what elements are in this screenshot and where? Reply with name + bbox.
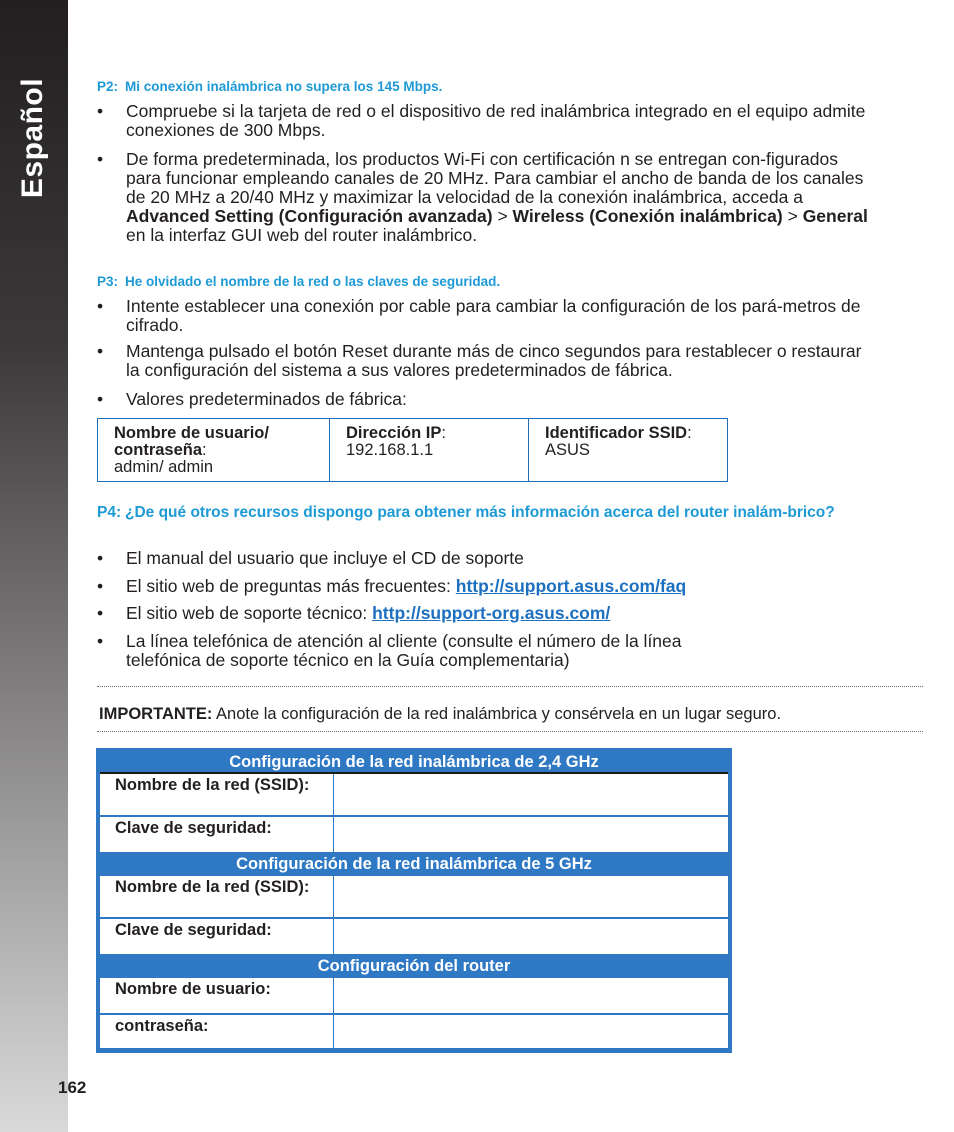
list-item: • Mantenga pulsado el botón Reset durante más de cinco segundos para restablecer o restaurar la configuración del sistema a sus valores predeterminados de fábrica. xyxy=(97,341,862,380)
ssid-5ghz-label: Nombre de la red (SSID): xyxy=(100,876,334,917)
factory-defaults-table xyxy=(97,418,728,482)
default-username-cell: Nombre de usuario/ contraseña: admin/ admin xyxy=(98,419,330,481)
network-settings-form xyxy=(96,748,732,1053)
key-5ghz-field[interactable] xyxy=(334,919,728,954)
list-item: • El sitio web de soporte técnico: http://support-org.asus.com/ xyxy=(97,603,611,623)
router-user-row xyxy=(100,976,728,1013)
ssid-5ghz-row xyxy=(100,874,728,917)
divider xyxy=(97,686,923,687)
divider xyxy=(97,731,923,732)
language-label: Español xyxy=(16,77,50,199)
list-item: • De forma predeterminada, los productos Wi-Fi con certificación n se entregan con-figurados para funcionar empleando canales de 20 MHz. Para cambiar el ancho de banda de los canales de 20 MHz a 20/40 MHz y maximizar la velocidad de la conexión inalámbrica, acceda a Advanced Setting (Configuración avanzada) > Wireless (Conexión inalámbrica) > General en la interfaz GUI web del router inalámbrico. xyxy=(97,149,868,245)
key-5ghz-label: Clave de seguridad: xyxy=(100,919,334,954)
important-label: IMPORTANTE: xyxy=(99,705,213,723)
ssid-24ghz-label: Nombre de la red (SSID): xyxy=(100,774,334,815)
list-item: • El sitio web de preguntas más frecuentes: http://support.asus.com/faq xyxy=(97,576,687,596)
router-user-field[interactable] xyxy=(334,978,728,1013)
section-24ghz-title: Configuración de la red inalámbrica de 2,4 GHz xyxy=(229,753,599,771)
list-item: • El manual del usuario que incluye el CD de soporte xyxy=(97,548,524,568)
ssid-5ghz-field[interactable] xyxy=(334,876,728,917)
key-24ghz-field[interactable] xyxy=(334,817,728,852)
section-5ghz-title: Configuración de la red inalámbrica de 5 GHz xyxy=(236,855,592,873)
router-pass-label: contraseña: xyxy=(100,1015,334,1048)
list-item: • La línea telefónica de atención al cliente (consulte el número de la línea telefónica de soporte técnico en la Guía complementaria) xyxy=(97,631,682,670)
ssid-24ghz-field[interactable] xyxy=(334,774,728,815)
default-ip-cell: Dirección IP: 192.168.1.1 xyxy=(330,419,529,481)
question-p2-heading xyxy=(97,79,442,94)
question-number: P2: xyxy=(97,79,119,94)
support-link[interactable]: http://support-org.asus.com/ xyxy=(372,603,611,623)
list-item: • Valores predeterminados de fábrica: xyxy=(97,389,407,409)
ssid-24ghz-row xyxy=(100,772,728,815)
question-p3-heading xyxy=(97,274,500,289)
key-24ghz-label: Clave de seguridad: xyxy=(100,817,334,852)
router-pass-row xyxy=(100,1013,728,1048)
important-note xyxy=(99,705,781,724)
question-number: P4: xyxy=(97,504,122,521)
router-user-label: Nombre de usuario: xyxy=(100,978,334,1013)
default-ssid-cell: Identificador SSID: ASUS xyxy=(545,424,692,459)
section-router-title: Configuración del router xyxy=(317,957,511,975)
question-p4-heading xyxy=(97,504,887,522)
key-24ghz-row xyxy=(100,815,728,852)
question-title: He olvidado el nombre de la red o las claves de seguridad. xyxy=(125,274,501,289)
faq-link[interactable]: http://support.asus.com/faq xyxy=(455,576,687,596)
question-number: P3: xyxy=(97,274,119,289)
question-title: ¿De qué otros recursos dispongo para obtener más información acerca del router inalám-brico? xyxy=(125,504,835,521)
list-item: • Compruebe si la tarjeta de red o el dispositivo de red inalámbrica integrado en el equipo admite conexiones de 300 Mbps. xyxy=(97,101,866,140)
important-text: Anote la configuración de la red inalámbrica y consérvela en un lugar seguro. xyxy=(212,705,782,723)
page-number: 162 xyxy=(58,1078,87,1097)
question-title: Mi conexión inalámbrica no supera los 145 Mbps. xyxy=(125,79,443,94)
list-item: • Intente establecer una conexión por cable para cambiar la configuración de los pará-metros de cifrado. xyxy=(97,296,861,335)
key-5ghz-row xyxy=(100,917,728,954)
router-pass-field[interactable] xyxy=(334,1015,728,1048)
